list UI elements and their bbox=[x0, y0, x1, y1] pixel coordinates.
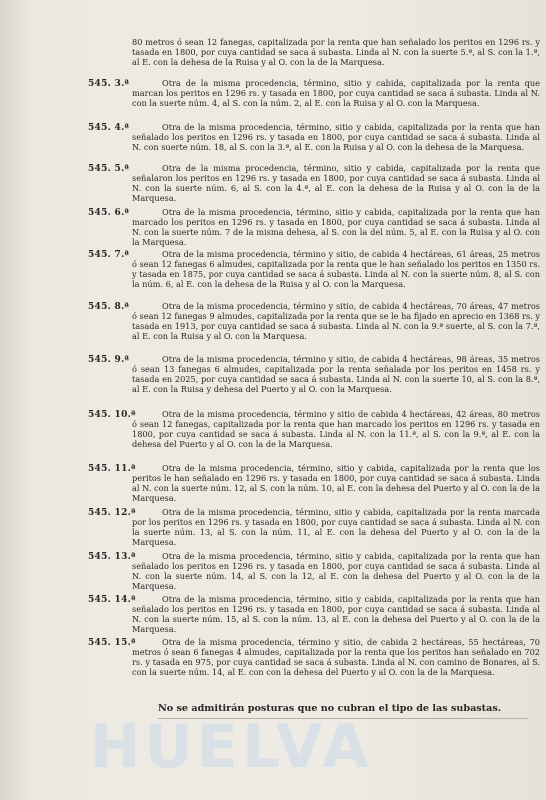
lot-description: Otra de la misma procedencia, término, sitio y cabida, capitalizada por la renta marcada por los peritos en 1296 rs. y tasada en 1800, por cuya cantidad se saca á subasta. Linda al N. con la suerte núm. 13, al S. con la núm. 11, al E. con la dehesa del Puerto y al O. con la de la Marquesa. bbox=[132, 507, 540, 547]
lot-number: 545. 10.ª bbox=[88, 410, 136, 420]
lot-description: Otra de la misma procedencia, término, sitio y cabida, capitalizada por la renta que han señalado los peritos en 1296 rs. y tasada en 1800, por cuya cantidad se saca á subasta. Linda al N. con la suerte núm. 14, al S. con la 12, al E. con la dehesa del Puerto y al O. con la de la Marquesa. bbox=[132, 551, 540, 591]
lot-description: Otra de la misma procedencia, término, sitio y cabida, capitalizada por la renta que marcan los peritos en 1296 rs. y tasada en 1800, por cuya cantidad se saca á subasta. Linda al N. con la suerte núm. 4, al S. con la núm. 2, al E. con la Ruisa y al O. con la Marquesa. bbox=[132, 78, 540, 108]
lot-number: 545. 8.ª bbox=[88, 302, 130, 312]
lot-number: 545. 7.ª bbox=[88, 250, 130, 260]
lot-number: 545. 6.ª bbox=[88, 208, 130, 218]
lot-description: Otra de la misma procedencia, término y sitio, de cabida 4 hectáreas, 70 áreas, 47 metros ó sean 12 fanegas 9 almudes, capitalizada por la renta que se le ha fijado en aprecio en 1368 rs. y tasada en 1913, por cuya cantidad se saca á subasta. Linda al N. con la 9.ª suerte, al S. con la 7.ª, al E. con la Ruisa y al O. con la Marquesa. bbox=[132, 301, 540, 341]
footer-divider bbox=[158, 718, 528, 719]
lot-number: 545. 3.ª bbox=[88, 79, 130, 89]
lot-number: 545. 12.ª bbox=[88, 508, 136, 518]
archive-watermark: HUELVA bbox=[90, 712, 373, 782]
footer-notice: No se admitirán posturas que no cubran el tipo de las subastas. bbox=[158, 703, 502, 714]
lot-description: Otra de la misma procedencia, término, sitio y cabida, capitalizada por la renta que señalaron los peritos en 1296 rs. y tasada en 1800, por cuya cantidad se saca á subasta. Linda al N. con la suerte núm. 6, al S. con la 4.ª, al E. con la dehesa de la Ruisa y al O. con la de la Marquesa. bbox=[132, 163, 540, 203]
lot-number: 545. 5.ª bbox=[88, 164, 130, 174]
lot-number: 545. 4.ª bbox=[88, 123, 130, 133]
lot-description: Otra de la misma procedencia, término, sitio y cabida, capitalizada por la renta que han marcado los peritos en 1296 rs. y tasada en 1800, por cuya cantidad se saca á subasta. Linda al N. con la suerte núm. 7 de la misma dehesa, al S. con la del núm. 5, al E. con la Ruisa y al O. con la Marquesa. bbox=[132, 207, 540, 247]
lead-paragraph: 80 metros ó sean 12 fanegas, capitalizada por la renta que han señalado los peritos en 1296 rs. y tasada en 1800, por cuya cantidad se saca á subasta. Linda al N. con la suerte 5.ª, al S. con la 1.ª, al E. con la dehesa de la Ruisa y al O. con la de la Marquesa. bbox=[132, 37, 540, 67]
lot-description: Otra de la misma procedencia, término y sitio, de cabida 2 hectáreas, 55 hectáreas, 70 metros ó sean 6 fanegas 4 almudes, capitalizada por la renta que los peritos han señalado en 702 rs. y tasada en 975, por cuya cantidad se saca á subasta. Linda al N. con camino de Bonares, al S. con la suerte núm. 14, al E. con con la dehesa del Puerto y al O. con la de la Marquesa. bbox=[132, 637, 540, 677]
lot-description: Otra de la misma procedencia, término, sitio y cabida, capitalizada por la renta que los peritos le han señalado en 1296 rs. y tasada en 1800, por cuya cantidad se saca á subasta. Linda al N. con la suerte núm. 12, al S. con la núm. 10, al E. con la dehesa del Puerto y al O. con la de la Marquesa. bbox=[132, 463, 540, 503]
lot-description: Otra de la misma procedencia, término, sitio y cabida, capitalizada por la renta que han señalado los peritos en 1296 rs. y tasada en 1800, por cuya cantidad se saca á subasta. Linda al N. con suerte núm. 18, al S. con la 3.ª, al E. con la Ruisa y al O. con la dehesa de la Marquesa. bbox=[132, 122, 540, 152]
lot-description: Otra de la misma procedencia, término y sitio de cabida 4 hectáreas, 42 áreas, 80 metros ó sean 12 fanegas, capitalizada por la renta que han marcado los peritos en 1296 rs. y tasada en 1800, por cuya cantidad se saca á subasta. Linda al N. con la 11.ª, al S. con la 9.ª, al E. con la dehesa del Puerto y al O. con la de la Marquesa. bbox=[132, 409, 540, 449]
lot-number: 545. 11.ª bbox=[88, 464, 136, 474]
lot-number: 545. 15.ª bbox=[88, 638, 136, 648]
lot-number: 545. 13.ª bbox=[88, 552, 136, 562]
lot-description: Otra de la misma procedencia, término, sitio y cabida, capitalizada por la renta que han señalado los peritos en 1296 rs. y tasada en 1800, por cuya cantidad se saca á subasta. Linda al N. con la suerte núm. 15, al S. con la núm. 13, al E. con la dehesa del Puerto y al O. con la de la Marquesa. bbox=[132, 594, 540, 634]
lot-description: Otra de la misma procedencia, término y sitio, de cabida 4 hectáreas, 98 áreas, 35 metros ó sean 13 fanegas 6 almudes, capitalizada por la renta señalada por los peritos en 1458 rs. y tasada en 2025, por cuya cantidad se saca á subasta. Linda al N. con la suerte 10, al S. con la 8.ª, al E. con la Ruisa y dehesa del Puerto y al O. con la Marquesa. bbox=[132, 354, 540, 394]
lot-description: Otra de la misma procedencia, término y sitio, de cabida 4 hectáreas, 61 áreas, 25 metros ó sean 12 fanegas 6 almudes, capitalizada por la renta que le han señalado los peritos en 1350 rs. y tasada en 1875, por cuya cantidad se saca á subasta. Linda al N. con la suerte núm. 8, al S. con la núm. 6, al E. con la dehesa de la Ruisa y al O. con la Marquesa. bbox=[132, 249, 540, 289]
lot-number: 545. 14.ª bbox=[88, 595, 136, 605]
lot-number: 545. 9.ª bbox=[88, 355, 130, 365]
